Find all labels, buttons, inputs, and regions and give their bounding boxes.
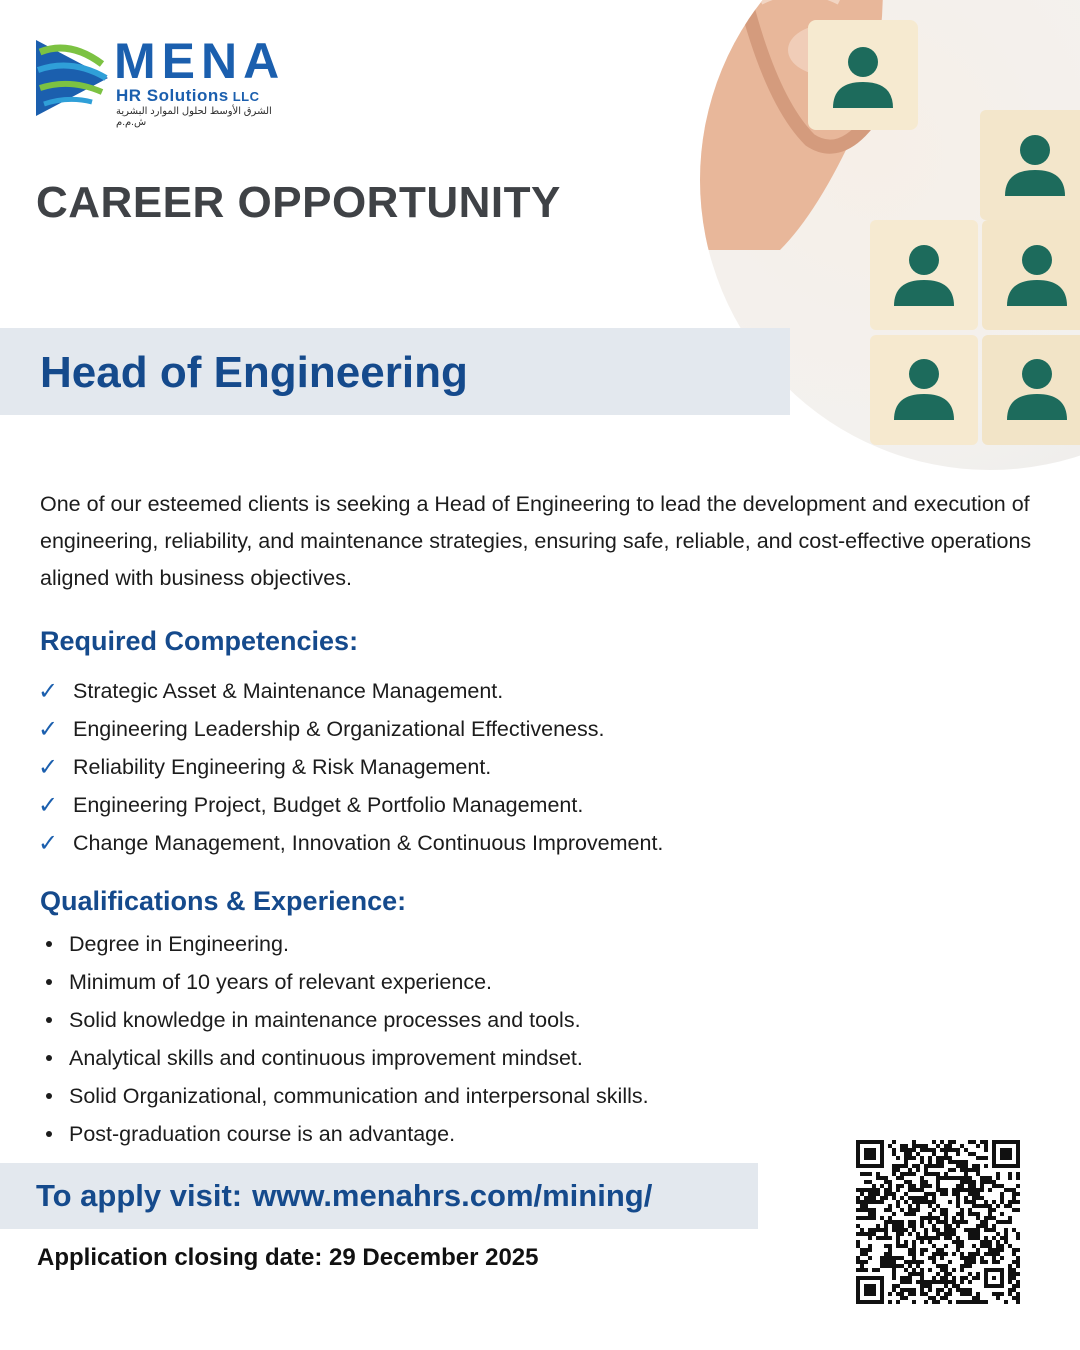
bullet-icon bbox=[46, 1131, 52, 1137]
list-item: Degree in Engineering. bbox=[46, 925, 649, 963]
logo-name: MENA bbox=[114, 33, 286, 89]
bullet-icon bbox=[46, 1017, 52, 1023]
qr-code-icon[interactable] bbox=[856, 1140, 1020, 1304]
list-item: ✓ Engineering Leadership & Organizational Effectiveness. bbox=[38, 715, 605, 743]
bullet-icon bbox=[46, 941, 52, 947]
job-description: One of our esteemed clients is seeking a Head of Engineering to lead the development and execution of engineering, reliability, and maintenance strategies, ensuring safe, reliable, and cost-effective operations aligned with business objectives. bbox=[40, 492, 1032, 590]
logo-arabic-text: الشرق الأوسط لحلول الموارد البشرية ش.م.م bbox=[116, 106, 272, 128]
checkmark-icon: ✓ bbox=[38, 715, 59, 743]
list-item: ✓ Reliability Engineering & Risk Management. bbox=[38, 753, 492, 781]
bullet-icon bbox=[46, 979, 52, 985]
competencies-list bbox=[38, 672, 663, 862]
list-item: Analytical skills and continuous improvement mindset. bbox=[46, 1039, 649, 1077]
bullet-icon bbox=[46, 1055, 52, 1061]
apply-line bbox=[36, 1178, 652, 1214]
closing-date: Application closing date: 29 December 2025 bbox=[37, 1244, 539, 1271]
checkmark-icon: ✓ bbox=[38, 829, 59, 857]
company-logo bbox=[36, 33, 316, 128]
bullet-icon bbox=[46, 1093, 52, 1099]
logo-subtitle: HR Solutions LLC bbox=[116, 86, 260, 105]
checkmark-icon: ✓ bbox=[38, 753, 59, 781]
competencies-heading: Required Competencies: bbox=[40, 626, 359, 656]
job-title: Head of Engineering bbox=[40, 348, 468, 397]
list-item: Minimum of 10 years of relevant experience. bbox=[46, 963, 649, 1001]
list-item: ✓ Engineering Project, Budget & Portfolio Management. bbox=[38, 791, 584, 819]
globe-logo-icon bbox=[36, 38, 108, 118]
list-item: Post-graduation course is an advantage. bbox=[46, 1115, 649, 1153]
list-item: Solid knowledge in maintenance processes and tools. bbox=[46, 1001, 649, 1039]
qualifications-list bbox=[46, 925, 649, 1153]
list-item: ✓ Change Management, Innovation & Continuous Improvement. bbox=[38, 829, 664, 857]
list-item: ✓ Strategic Asset & Maintenance Management. bbox=[38, 677, 504, 705]
apply-label: To apply visit: bbox=[36, 1178, 243, 1213]
career-opportunity-heading: CAREER OPPORTUNITY bbox=[36, 178, 561, 227]
checkmark-icon: ✓ bbox=[38, 791, 59, 819]
checkmark-icon: ✓ bbox=[38, 677, 59, 705]
qualifications-heading: Qualifications & Experience: bbox=[40, 886, 407, 916]
apply-url-link[interactable]: www.menahrs.com/mining/ bbox=[252, 1178, 653, 1213]
list-item: Solid Organizational, communication and interpersonal skills. bbox=[46, 1077, 649, 1115]
